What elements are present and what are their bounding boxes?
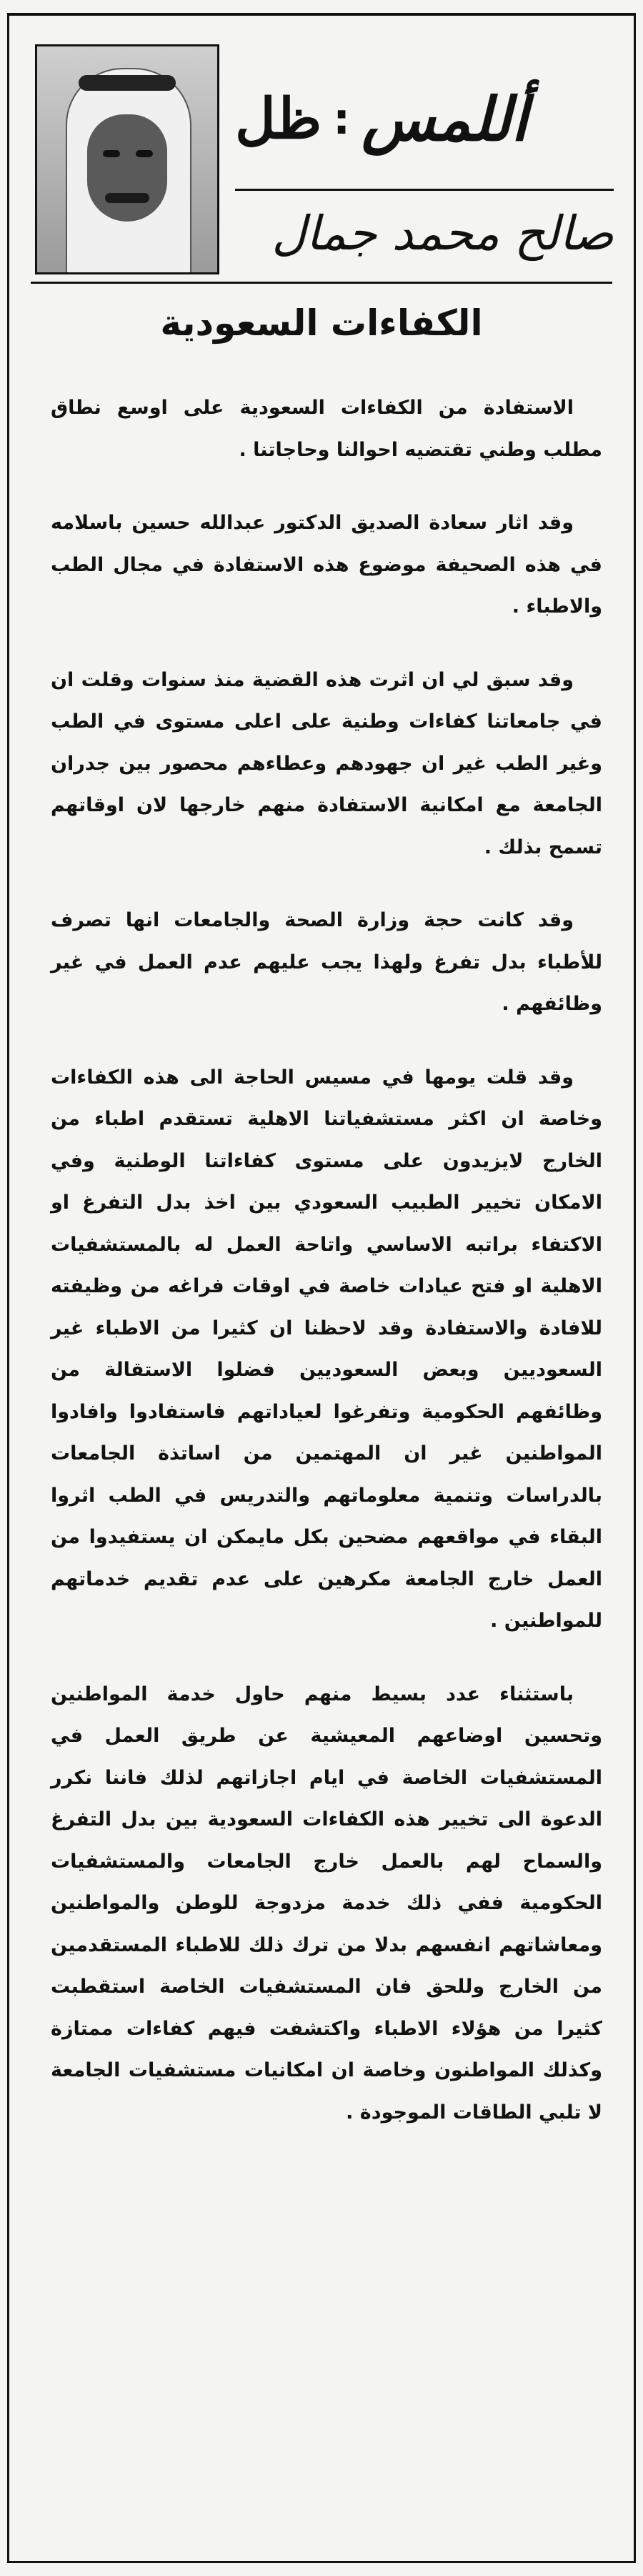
- article-headline: الكفاءات السعودية: [160, 302, 483, 344]
- column-title-part2: ظل: [235, 86, 322, 152]
- header-divider: [31, 282, 612, 284]
- agal-shape: [79, 75, 176, 91]
- column-header: [9, 16, 634, 344]
- author-photo: [35, 44, 219, 274]
- article-paragraph: باستثناء عدد بسيط منهم حاول خدمة المواطنين وتحسين اوضاعهم المعيشية عن طريق العمل في المستشفيات الخاصة في ايام اجازاتهم لذلك فاننا نكرر الدعوة الى تخيير هذه الكفاءات السعودية بين بدل التفرغ والسماح لهم بالعمل خارج الجامعات والمستشفيات الحكومية ففي ذلك خدمة مزدوجة للوطن والمواطنين ومعاشاتهم انفسهم بدلا من ترك ذلك للاطباء المستقدمين من الخارج وللحق فان المستشفيات الخاصة استقطبت كثيرا من هؤلاء الاطباء واكتشفت فيهم كفاءات ممتازة وكذلك المواطنون وخاصة ان امكانيات مستشفيات الجامعة لا تلبي الطاقات الموجودة .: [51, 1683, 602, 2124]
- left-eye-shape: [103, 150, 120, 157]
- column-title: [235, 66, 614, 173]
- title-divider: [235, 189, 614, 191]
- article-body: [51, 387, 602, 2134]
- article-paragraph: وقد اثار سعادة الصديق الدكتور عبدالله حسين باسلامه في هذه الصحيفة موضوع هذه الاستفادة في مجال الطب والاطباء .: [51, 512, 602, 618]
- article-paragraph: الاستفادة من الكفاءات السعودية على اوسع نطاق مطلب وطني تقتضيه احوالنا وحاجاتنا .: [51, 397, 602, 461]
- column-frame: [7, 13, 636, 2563]
- mustache-shape: [105, 193, 149, 203]
- article-paragraph: وقد قلت يومها في مسيس الحاجة الى هذه الكفاءات وخاصة ان اكثر مستشفياتنا الاهلية تستقدم اطباء من الخارج لايزيدون على مستوى كفاءاتنا الوطنية وفي الامكان تخيير الطبيب السعودي بين اخذ بدل التفرغ او الاكتفاء براتبه الاساسي واتاحة العمل له بالمستشفيات الاهلية او فتح عيادات خاصة في اوقات فراغه من وظيفته للافادة والاستفادة وقد لاحظنا ان كثيرا من الاطباء غير السعوديين وبعض السعوديين فضلوا الاستقالة من وظائفهم الحكومية وتفرغوا لعياداتهم فاستفادوا وافادوا المواطنين غير ان المهتمين من اساتذة الجامعات بالدراسات وتنمية معلوماتهم والتدريس في الطب اثروا البقاء في مواقعهم مضحين بكل مايمكن ان يستفيدوا من العمل خارج الجامعة مكرهين على عدم تقديم خدماتهم للمواطنين .: [51, 1066, 602, 1632]
- article-paragraph: وقد كانت حجة وزارة الصحة والجامعات انها تصرف للأطباء بدل تفرغ ولهذا يجب عليهم عدم العمل في غير وظائفهم .: [51, 909, 602, 1015]
- right-eye-shape: [136, 150, 153, 157]
- author-name: صالح محمد جمال: [271, 206, 614, 261]
- face-shape: [87, 114, 167, 222]
- column-title-part1: أللمس: [362, 84, 528, 154]
- article-paragraph: وقد سبق لي ان اثرت هذه القضية منذ سنوات وقلت ان في جامعاتنا كفاءات وطنية على اعلى مستوى في الطب وغير الطب غير ان جهودهم وعطاءهم محصور بين جدران الجامعة مع امكانية الاستفادة منهم خارجها لان اوقاتهم تسمح بذلك .: [51, 668, 602, 858]
- column-title-separator: :: [333, 94, 351, 144]
